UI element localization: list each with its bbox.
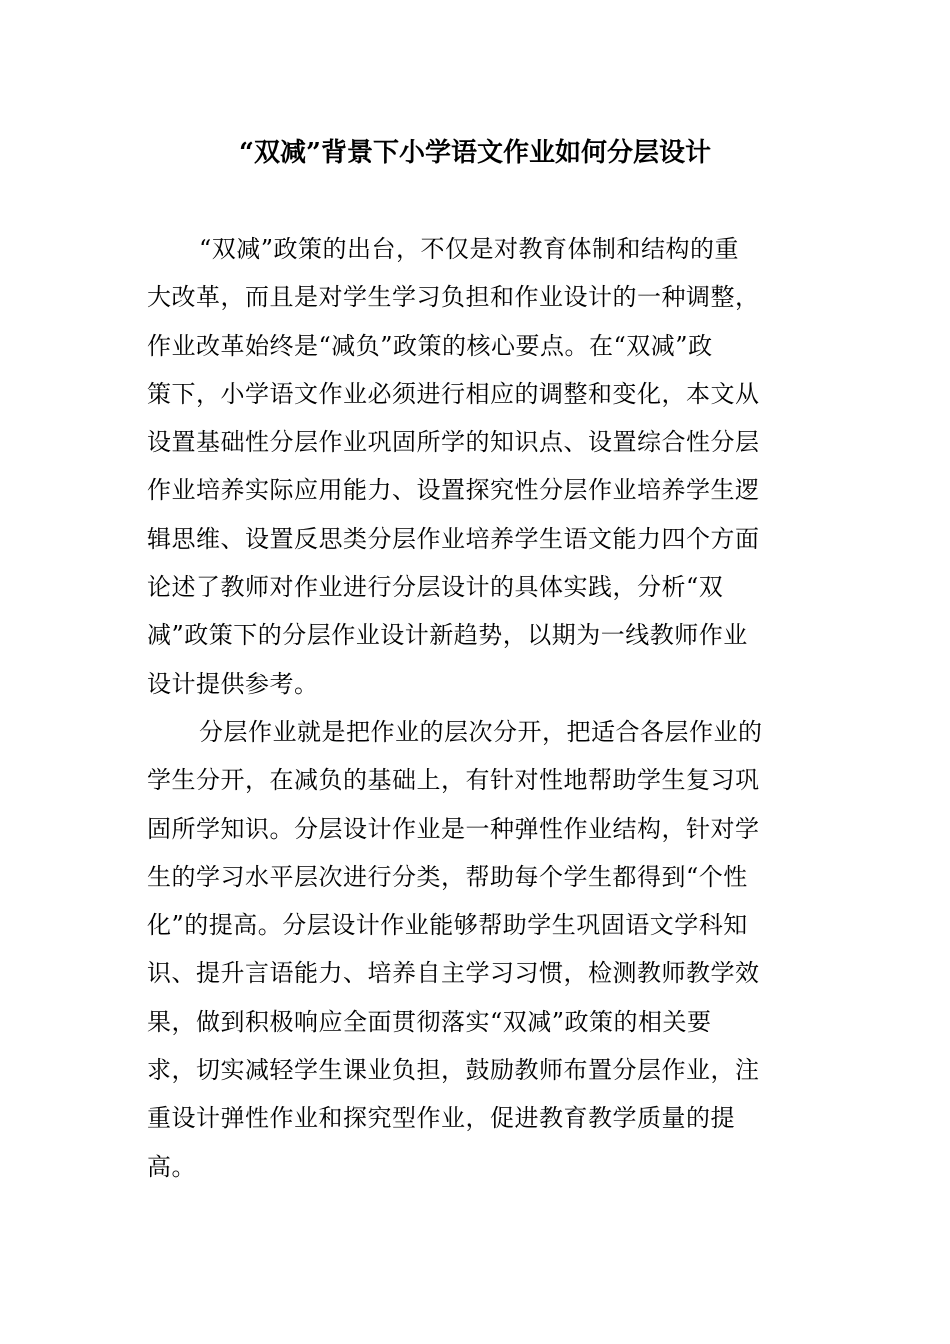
paragraph-line: “双减”政策的出台，不仅是对教育体制和结构的重 [199,235,740,263]
paragraph-line: 设置基础性分层作业巩固所学的知识点、设置综合性分层 [147,428,760,457]
paragraph-1 [147,225,787,708]
paragraph-line: 大改革，而且是对学生学习负担和作业设计的一种调整， [147,283,760,312]
paragraph-2 [147,708,787,1191]
paragraph-line: 求，切实减轻学生课业负担，鼓励教师布置分层作业，注 [147,1056,760,1085]
paragraph-line: 固所学知识。分层设计作业是一种弹性作业结构，针对学 [147,814,760,843]
paragraph-line: 论述了教师对作业进行分层设计的具体实践，分析“双 [147,573,724,602]
paragraph-line: 学生分开，在减负的基础上，有针对性地帮助学生复习巩 [147,766,760,795]
paragraph-line: 重设计弹性作业和探究型作业，促进教育教学质量的提 [147,1104,735,1133]
paragraph-line: 作业改革始终是“减负”政策的核心要点。在“双减”政 [147,331,713,360]
document-title: “双减”背景下小学语文作业如何分层设计 [239,138,711,168]
paragraph-line: 高。 [147,1152,196,1181]
document-body [147,225,787,1191]
paragraph-line: 作业培养实际应用能力、设置探究性分层作业培养学生逻 [147,476,760,505]
paragraph-line: 分层作业就是把作业的层次分开，把适合各层作业的 [199,717,763,746]
paragraph-line: 识、提升言语能力、培养自主学习习惯，检测教师教学效 [147,959,760,988]
paragraph-line: 果，做到积极响应全面贯彻落实“双减”政策的相关要 [147,1007,712,1036]
paragraph-line: 化”的提高。分层设计作业能够帮助学生巩固语文学科知 [147,911,748,940]
paragraph-line: 生的学习水平层次进行分类，帮助每个学生都得到“个性 [147,862,748,891]
paragraph-line: 设计提供参考。 [147,669,319,698]
paragraph-line: 减”政策下的分层作业设计新趋势，以期为一线教师作业 [147,621,748,650]
paragraph-line: 辑思维、设置反思类分层作业培养学生语文能力四个方面 [147,524,760,553]
paragraph-line: 策下，小学语文作业必须进行相应的调整和变化，本文从 [147,379,760,408]
